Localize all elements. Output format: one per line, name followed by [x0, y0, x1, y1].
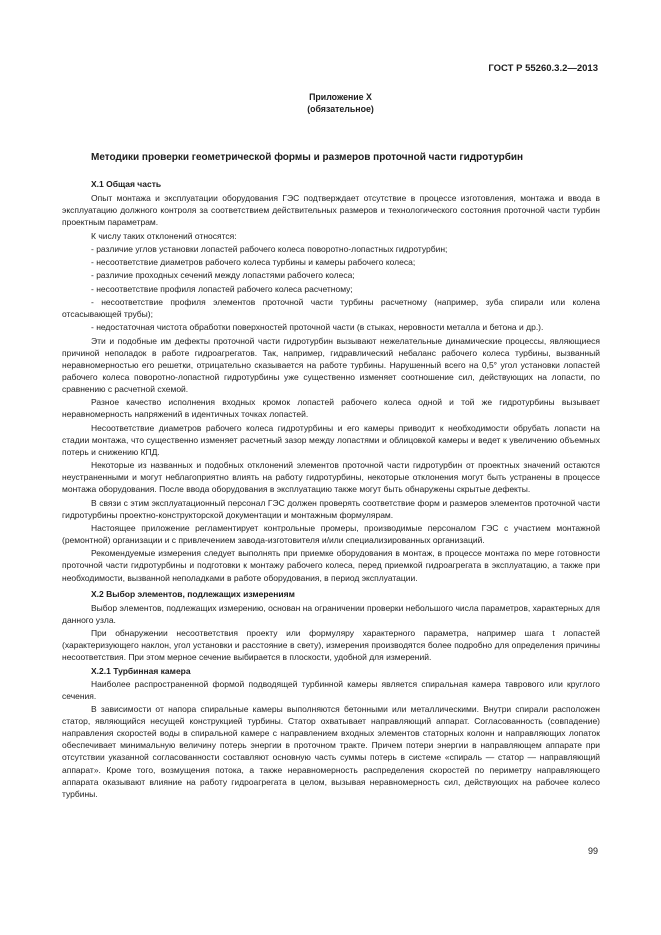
document-title: Методики проверки геометрической формы и размеров проточной части гидротурбин: [91, 152, 524, 163]
paragraph: В зависимости от напора спиральные камеры выполняются бетонными или металлическими. Внутри спирали расположен статор, являющийся несущей конструкцией турбины. Статор охватывает направляющий аппарат. Согласованность (совпадение) направления скоростей воды в спиральной камере с направлением входных элементов статорных колонн и направляющих лопаток обеспечивает минимальную величину потерь энергии в проточном тракте. Причем потери энергии в направляющем аппарате при отсутствии указанной согласованности составляют основную часть суммы потерь в системе «спираль — статор — направляющий аппарат». Кроме того, возмущения потока, а также неравномерность распределения скоростей по периметру направляющего аппарата оказывают влияние на работу гидроагрегата в целом, вызывая неравномерность сил, действующих на рабочее колесо турбины.: [62, 704, 600, 799]
annex-title: Приложение X: [309, 92, 372, 102]
section-heading: X.2 Выбор элементов, подлежащих измерениям: [91, 588, 295, 599]
subsection-heading: X.2.1 Турбинная камера: [91, 665, 191, 676]
paragraph: Наиболее распространенной формой подводящей турбинной камеры является спиральная камера таврового или круглого сечения.: [62, 678, 600, 701]
paragraph: Настоящее приложение регламентирует контрольные промеры, производимые персоналом ГЭС с участием монтажной (ремонтной) организации и с привлечением завода-изготовителя и/или специализированных организаций.: [62, 522, 600, 546]
document-body: [62, 178, 600, 801]
list-item: - несоответствие профиля лопастей рабочего колеса расчетному;: [91, 283, 353, 294]
annex-header: [0, 92, 661, 115]
list-item: - недостаточная чистота обработки поверхностей проточной части (в стыках, неровности металла и бетона и др.).: [91, 322, 544, 333]
paragraph: Разное качество исполнения входных кромок лопастей рабочего колеса одной и той же гидротурбины вызывает неравномерность напряжений в идентичных точках лопастей.: [62, 397, 600, 420]
standard-number: ГОСТ Р 55260.3.2—2013: [488, 63, 598, 74]
section-heading: X.1 Общая часть: [91, 179, 162, 189]
paragraph: К числу таких отклонений относятся:: [91, 230, 237, 241]
paragraph: Рекомендуемые измерения следует выполнять при приемке оборудования в монтаж, в процессе монтажа по мере готовности проточной части гидротурбины и подготовки к монтажу рабочего колеса, перед приемкой гидроагрегата в эксплуатацию, а также при необходимости, вызванной неполадками в работе оборудования, в период эксплуатации.: [62, 548, 600, 583]
paragraph: Выбор элементов, подлежащих измерению, основан на ограничении проверки небольшого числа параметров, характерных для данного узла.: [62, 602, 600, 625]
paragraph: В связи с этим эксплуатационный персонал ГЭС должен проверять соответствие форм и размеров элементов проточной части гидротурбины проектно-конструкторской документации и монтажным формулярам.: [62, 497, 600, 520]
page-number: 99: [587, 846, 598, 856]
paragraph: Опыт монтажа и эксплуатации оборудования ГЭС подтверждает отсутствие в процессе изготовления, монтажа и ввода в эксплуатацию должного контроля за соответствием действительных размеров и технологического состояния проточной части турбин проектным параметрам.: [62, 193, 600, 228]
list-item: - различие углов установки лопастей рабочего колеса поворотно-лопастных гидротурбин;: [91, 243, 448, 254]
paragraph: Некоторые из названных и подобных отклонений элементов проточной части гидротурбин от проектных значений остаются неустраненными и могут неблагоприятно влиять на работу гидротурбины, некоторые отклонения могут быть устранены в процессе монтажа оборудования. После ввода оборудования в эксплуатацию также могут быть обнаружены скрытые дефекты.: [62, 460, 600, 495]
list-item: - несоответствие профиля элементов проточной части турбины расчетному (например, зуба спирали или колена отсасывающей трубы);: [62, 296, 600, 320]
list-item: - различие проходных сечений между лопастями рабочего колеса;: [91, 270, 355, 281]
list-item: - несоответствие диаметров рабочего колеса турбины и камеры рабочего колеса;: [91, 257, 416, 268]
paragraph: При обнаружении несоответствия проекту или формуляру характерного параметра, например шага t лопастей (характеризующего наклон, угол установки и расстояние в свету), измерения производятся более подробно для определения причины несоответствия. При этом мерное сечение выбирается в плоскости, удобной для измерений.: [62, 628, 600, 663]
annex-status: (обязательное): [307, 103, 374, 114]
paragraph: Эти и подобные им дефекты проточной части гидротурбин вызывают нежелательные динамические процессы, являющиеся причиной неполадок в работе гидроагрегатов. Так, например, гидравлический небаланс рабочего колеса турбины, вызванный неравномерностью его решетки, отрицательно сказывается на работе турбины. Нарушенный всего на 0,5° угол установки лопастей рабочего колеса поворотно-лопастной гидротурбины уже существенно изменяет соотношение сил, действующих на лопасти, по сравнению с расчетной схемой.: [62, 335, 600, 394]
paragraph: Несоответствие диаметров рабочего колеса гидротурбины и его камеры приводит к необходимости обрубать лопасти на стадии монтажа, что существенно изменяет расчетный зазор между лопастями и облицовкой камеры и ведет к увеличению объемных потерь и снижению КПД.: [62, 422, 600, 457]
